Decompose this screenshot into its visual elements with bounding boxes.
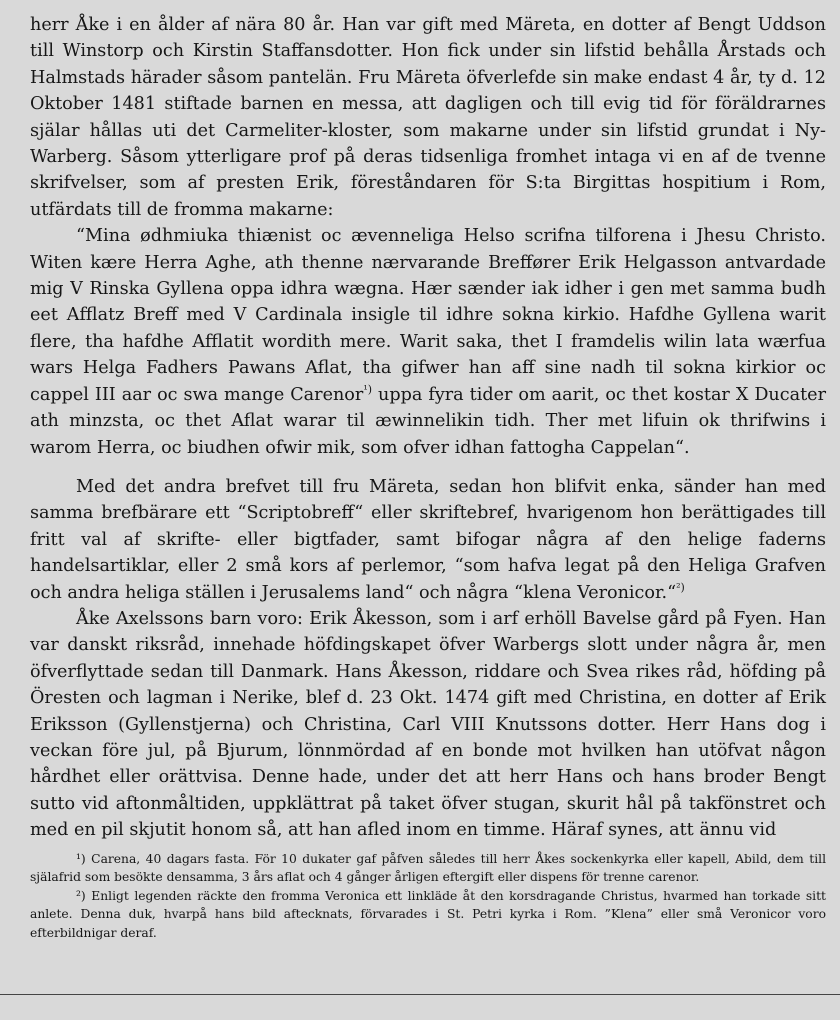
body-text: [30, 12, 826, 844]
footnote-2: ²) Enligt legenden räckte den fromma Veronica ett linkläde åt den korsdragande Christus, hvarmed han torkade sitt anlete. Denna duk, hvarpå hans bild aftecknats, förvarades i St. Petri kyrka i Rom. ”Klena” eller små Veronicor voro efterbildnigar deraf.: [30, 888, 826, 940]
bottom-rule: [0, 994, 840, 995]
quoted-letter-part-1: “Mina ødhmiuka thiænist oc ævenneliga Helso scrifna tilforena i Jhesu Christo. Witen kære Herra Aghe, ath thenne nærvarande Breffører Erik Helgasson antvardade mig V Rinska Gyllena oppa idhra wægna. Hær sænder iak idher i gen met samma budh eet Afflatz Breff med V Cardinala insigle til idhre sokna kirkio. Hafdhe Gyllena warit flere, tha hafdhe Afflatit wordith mere. Warit saka, thet I framdelis wilin lata wærfua wars Helga Fadhers Pawans Aflat, tha gifwer han aff sine nadh til sokna kirkior oc cappel III aar oc swa mange Carenor: [30, 226, 826, 405]
footnote-ref-1: ¹): [363, 382, 373, 396]
second-letter-text: Med det andra brefvet till fru Märeta, sedan hon blifvit enka, sänder han med samma brefbärare ett “Scriptobreff“ eller skriftebref, hvarigenom hon berättigades till fritt val af skrifte- eller bigtfader, samt bifogar några af den helige faderns handelsartiklar, eller 2 små kors af perlemor, “som hafva legat på den Heliga Grafven och andra heliga ställen i Jerusalems land“ och några “klena Veronicor.“: [30, 476, 826, 603]
paragraph-second-letter: [30, 474, 826, 606]
quoted-letter: [30, 223, 826, 461]
footnote-ref-2: ²): [676, 580, 685, 594]
paragraph-children: Åke Axelssons barn voro: Erik Åkesson, som i arf erhöll Bavelse gård på Fyen. Han var danskt riksråd, innehade höfdingskapet öfver Warbergs slott under några år, men öfverflyttade sedan till Danmark. Hans Åkesson, riddare och Svea rikes råd, höfding på Öresten och lagman i Nerike, blef d. 23 Okt. 1474 gift med Christina, en dotter af Erik Eriksson (Gyllenstjerna) och Christina, Carl VIII Knutssons dotter. Herr Hans dog i veckan före jul, på Bjurum, lönnmördad af en bonde mot hvilken han utöfvat någon hårdhet eller orättvisa. Denne hade, under det att herr Hans och hans broder Bengt sutto vid aftonmåltiden, uppklättrat på taket öfver stugan, skurit hål på takfönstret och med en pil skjutit honom så, att han afled inom en timme. Häraf synes, att ännu vid: [30, 608, 826, 841]
footnotes: [30, 850, 826, 943]
paragraph-gap: [30, 461, 826, 474]
quoted-letter-part-2: uppa fyra tider om aarit, oc thet kostar X Ducater ath minzsta, oc thet Aflat warar til æwinnelikin tidh. Ther met lifuin ok thrifwins i warom Herra, oc biudhen ofwir mik, som ofver idhan fattogha Cappelan“.: [30, 384, 826, 458]
paragraph-continued: herr Åke i en ålder af nära 80 år. Han var gift med Märeta, en dotter af Bengt Uddson till Winstorp och Kirstin Staffansdotter. Hon fick under sin lifstid behålla Årstads och Halmstads härader såsom pantelän. Fru Märeta öfverlefde sin make endast 4 år, ty d. 12 Oktober 1481 stiftade barnen en messa, att dagligen och till evig tid för föräldrarnes själar hållas uti det Carmeliter-kloster, som makarne under sin lifstid grundat i Ny-Warberg. Såsom ytterligare prof på deras tidsenliga fromhet intaga vi en af de tvenne skrifvelser, som af presten Erik, föreståndaren för S:ta Birgittas hospitium i Rom, utfärdats till de fromma makarne:: [30, 15, 826, 220]
footnote-1: ¹) Carena, 40 dagars fasta. För 10 dukater gaf påfven således till herr Åkes sockenkyrka eller kapell, Abild, dem till själafrid som besökte densamma, 3 års aflat och 4 gånger årligen eftergift eller dispens för trenne carenor.: [30, 851, 826, 885]
